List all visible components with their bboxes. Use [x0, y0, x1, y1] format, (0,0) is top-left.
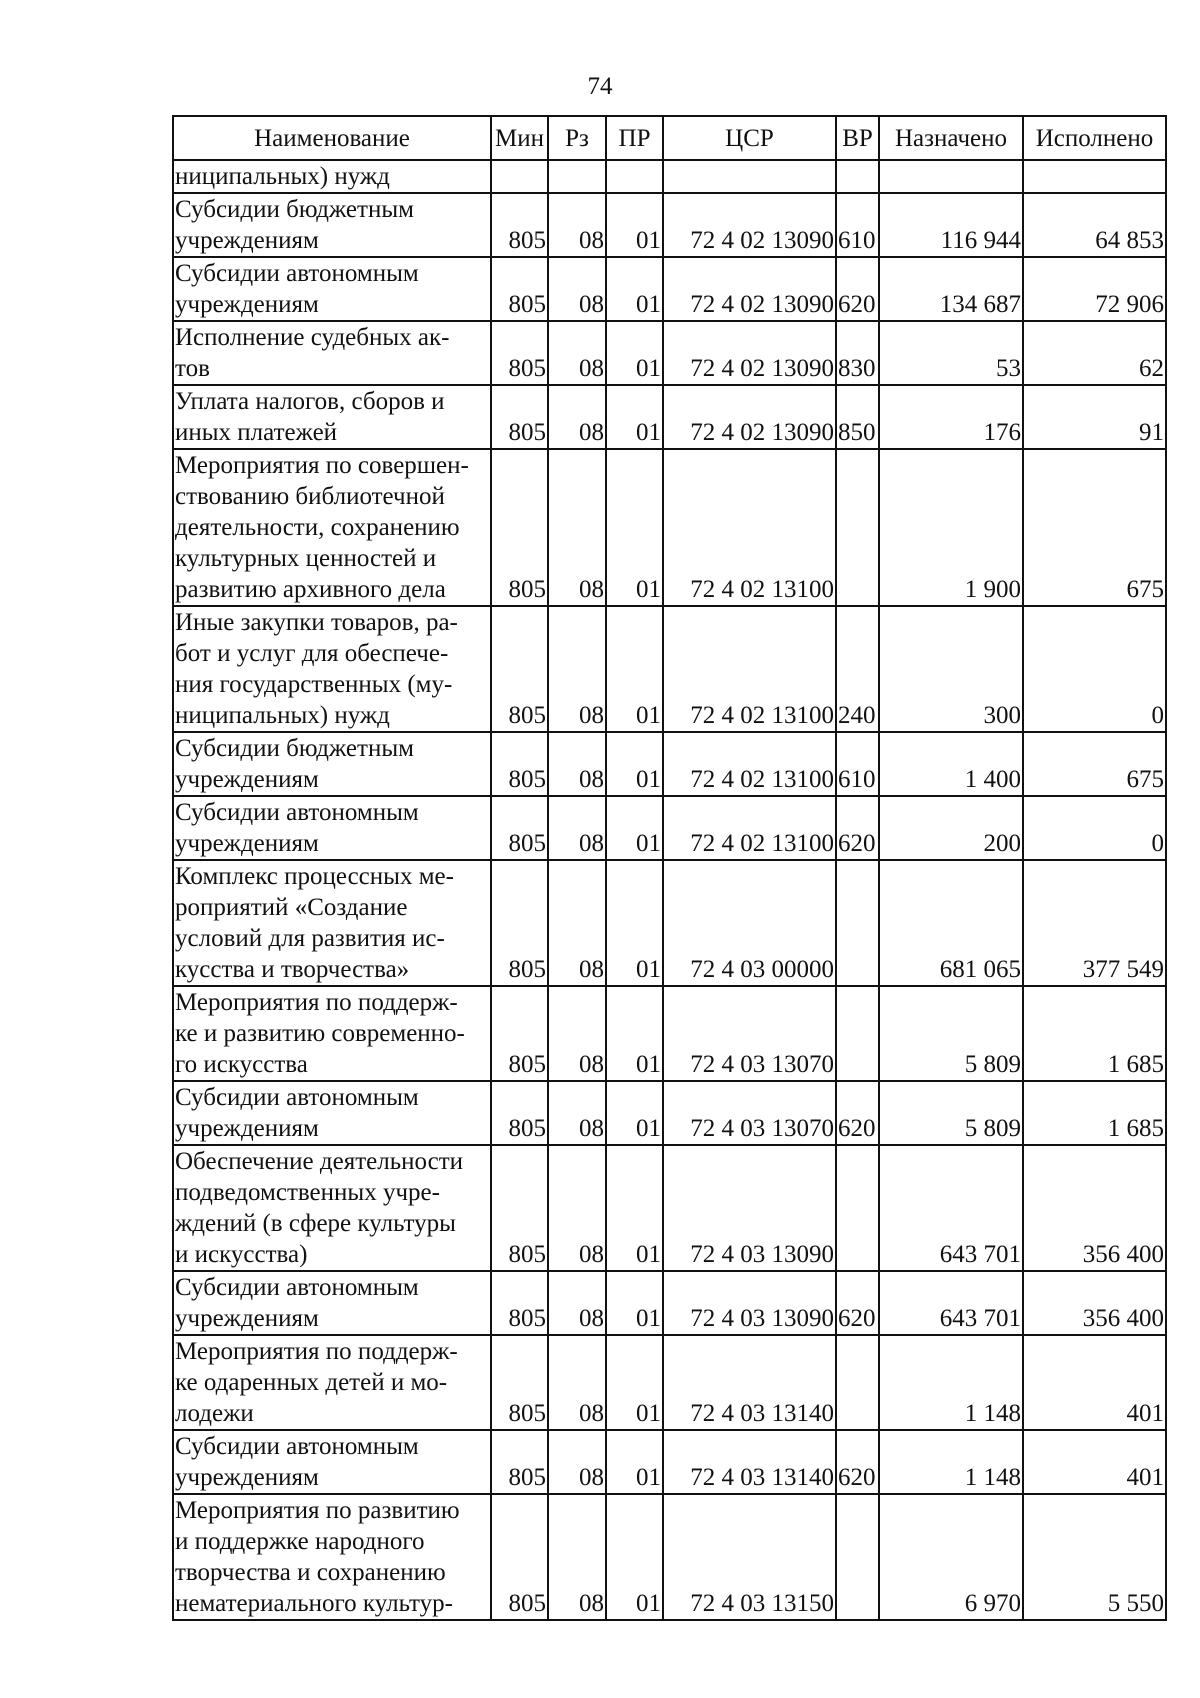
cell-assigned: 116 944 [879, 193, 1023, 257]
cell-pr: 01 [606, 257, 663, 321]
cell-pr: 01 [606, 732, 663, 796]
cell-executed: 62 [1023, 321, 1166, 385]
cell-vr [836, 1145, 879, 1271]
cell-name: Субсидии автономным учреждениям [173, 1081, 491, 1145]
cell-csr: 72 4 02 13100 [663, 732, 836, 796]
cell-executed: 0 [1023, 796, 1166, 860]
cell-pr: 01 [606, 1145, 663, 1271]
cell-executed: 356 400 [1023, 1271, 1166, 1335]
table-row [173, 193, 1166, 257]
table-row [173, 796, 1166, 860]
cell-rz: 08 [548, 1494, 606, 1620]
header-pr: ПР [606, 116, 663, 160]
page-number: 74 [587, 73, 613, 100]
cell-name: Уплата налогов, сборов и иных платежей [173, 385, 491, 449]
cell-pr: 01 [606, 321, 663, 385]
table-row [173, 257, 1166, 321]
cell-pr: 01 [606, 385, 663, 449]
cell-vr: 620 [836, 796, 879, 860]
table-row [173, 1145, 1166, 1271]
cell-name: Субсидии автономным учреждениям [173, 796, 491, 860]
cell-executed: 675 [1023, 449, 1166, 606]
cell-min: 805 [491, 1271, 548, 1335]
cell-executed: 401 [1023, 1335, 1166, 1430]
cell-csr: 72 4 03 13150 [663, 1494, 836, 1620]
table-row [173, 986, 1166, 1081]
cell-csr: 72 4 03 00000 [663, 860, 836, 986]
cell-executed: 64 853 [1023, 193, 1166, 257]
cell-csr: 72 4 02 13100 [663, 606, 836, 732]
cell-name: Субсидии бюджетным учреждениям [173, 732, 491, 796]
cell-assigned: 643 701 [879, 1271, 1023, 1335]
table-row [173, 449, 1166, 606]
table-row [173, 385, 1166, 449]
table-header-row [173, 116, 1166, 160]
cell-csr: 72 4 03 13140 [663, 1335, 836, 1430]
cell-rz: 08 [548, 732, 606, 796]
table-row [173, 321, 1166, 385]
cell-min: 805 [491, 860, 548, 986]
cell-vr: 620 [836, 1081, 879, 1145]
cell-name: Субсидии автономным учреждениям [173, 1271, 491, 1335]
cell-rz: 08 [548, 1145, 606, 1271]
cell-executed: 675 [1023, 732, 1166, 796]
cell-vr [836, 160, 879, 193]
cell-vr: 620 [836, 257, 879, 321]
cell-min: 805 [491, 193, 548, 257]
cell-name: Мероприятия по совершен- ствованию библиотечной деятельности, сохранению культурных ценностей и развитию архивного дела [173, 449, 491, 606]
table-row [173, 1271, 1166, 1335]
table-row [173, 1494, 1166, 1620]
cell-min: 805 [491, 986, 548, 1081]
cell-min: 805 [491, 1494, 548, 1620]
cell-min: 805 [491, 1081, 548, 1145]
cell-pr: 01 [606, 1271, 663, 1335]
cell-name: Обеспечение деятельности подведомственных учре- ждений (в сфере культуры и искусства) [173, 1145, 491, 1271]
cell-pr: 01 [606, 193, 663, 257]
header-vr: ВР [836, 116, 879, 160]
header-rz: Рз [548, 116, 606, 160]
cell-min: 805 [491, 385, 548, 449]
cell-pr: 01 [606, 1430, 663, 1494]
cell-min: 805 [491, 1335, 548, 1430]
cell-executed: 401 [1023, 1430, 1166, 1494]
cell-rz: 08 [548, 385, 606, 449]
cell-rz: 08 [548, 1430, 606, 1494]
cell-min: 805 [491, 606, 548, 732]
cell-pr [606, 160, 663, 193]
header-assigned: Назначено [879, 116, 1023, 160]
cell-executed: 356 400 [1023, 1145, 1166, 1271]
cell-executed: 1 685 [1023, 1081, 1166, 1145]
cell-assigned: 200 [879, 796, 1023, 860]
cell-rz: 08 [548, 321, 606, 385]
cell-min: 805 [491, 1430, 548, 1494]
header-min: Мин [491, 116, 548, 160]
cell-name: Субсидии автономным учреждениям [173, 1430, 491, 1494]
cell-assigned: 176 [879, 385, 1023, 449]
cell-assigned: 1 400 [879, 732, 1023, 796]
cell-rz: 08 [548, 986, 606, 1081]
cell-assigned: 1 900 [879, 449, 1023, 606]
cell-csr: 72 4 02 13090 [663, 321, 836, 385]
cell-min: 805 [491, 449, 548, 606]
cell-vr [836, 1335, 879, 1430]
cell-rz: 08 [548, 860, 606, 986]
table-row [173, 1081, 1166, 1145]
cell-min: 805 [491, 796, 548, 860]
cell-rz: 08 [548, 257, 606, 321]
cell-pr: 01 [606, 860, 663, 986]
cell-executed: 72 906 [1023, 257, 1166, 321]
cell-csr: 72 4 03 13070 [663, 986, 836, 1081]
cell-assigned: 5 809 [879, 1081, 1023, 1145]
cell-name: Комплекс процессных ме- роприятий «Создание условий для развития ис- кусства и творчества» [173, 860, 491, 986]
cell-assigned: 53 [879, 321, 1023, 385]
cell-assigned: 643 701 [879, 1145, 1023, 1271]
cell-name: Мероприятия по поддерж- ке и развитию современно- го искусства [173, 986, 491, 1081]
budget-table [172, 115, 1167, 1621]
cell-csr: 72 4 03 13090 [663, 1271, 836, 1335]
cell-pr: 01 [606, 1335, 663, 1430]
cell-assigned: 1 148 [879, 1335, 1023, 1430]
cell-assigned: 300 [879, 606, 1023, 732]
header-executed: Исполнено [1023, 116, 1166, 160]
cell-rz: 08 [548, 1335, 606, 1430]
cell-executed: 5 550 [1023, 1494, 1166, 1620]
cell-csr [663, 160, 836, 193]
cell-pr: 01 [606, 796, 663, 860]
cell-executed [1023, 160, 1166, 193]
cell-name: Субсидии бюджетным учреждениям [173, 193, 491, 257]
cell-vr: 610 [836, 193, 879, 257]
table-body [173, 160, 1166, 1620]
cell-csr: 72 4 02 13090 [663, 257, 836, 321]
cell-executed: 377 549 [1023, 860, 1166, 986]
cell-name: Иные закупки товаров, ра- бот и услуг для обеспече- ния государственных (му- ниципальных) нужд [173, 606, 491, 732]
cell-name: Мероприятия по поддерж- ке одаренных детей и мо- лодежи [173, 1335, 491, 1430]
cell-rz [548, 160, 606, 193]
cell-name: Субсидии автономным учреждениям [173, 257, 491, 321]
cell-vr: 850 [836, 385, 879, 449]
cell-vr [836, 449, 879, 606]
table-row [173, 732, 1166, 796]
cell-csr: 72 4 03 13070 [663, 1081, 836, 1145]
cell-name: Мероприятия по развитию и поддержке народного творчества и сохранению нематериального культур- [173, 1494, 491, 1620]
cell-vr: 830 [836, 321, 879, 385]
cell-pr: 01 [606, 1494, 663, 1620]
cell-pr: 01 [606, 1081, 663, 1145]
cell-min: 805 [491, 1145, 548, 1271]
cell-min [491, 160, 548, 193]
cell-csr: 72 4 02 13090 [663, 193, 836, 257]
cell-assigned: 5 809 [879, 986, 1023, 1081]
cell-csr: 72 4 03 13090 [663, 1145, 836, 1271]
cell-assigned: 6 970 [879, 1494, 1023, 1620]
header-csr: ЦСР [663, 116, 836, 160]
cell-vr: 240 [836, 606, 879, 732]
cell-vr [836, 986, 879, 1081]
cell-min: 805 [491, 732, 548, 796]
cell-rz: 08 [548, 796, 606, 860]
cell-csr: 72 4 02 13100 [663, 449, 836, 606]
cell-min: 805 [491, 257, 548, 321]
table-row [173, 160, 1166, 193]
cell-name: Исполнение судебных ак- тов [173, 321, 491, 385]
cell-executed: 0 [1023, 606, 1166, 732]
cell-assigned: 134 687 [879, 257, 1023, 321]
cell-rz: 08 [548, 449, 606, 606]
cell-executed: 91 [1023, 385, 1166, 449]
cell-vr [836, 860, 879, 986]
cell-csr: 72 4 02 13090 [663, 385, 836, 449]
cell-assigned: 681 065 [879, 860, 1023, 986]
table-row [173, 1430, 1166, 1494]
table-row [173, 860, 1166, 986]
cell-executed: 1 685 [1023, 986, 1166, 1081]
cell-name: ниципальных) нужд [173, 160, 491, 193]
cell-min: 805 [491, 321, 548, 385]
cell-pr: 01 [606, 606, 663, 732]
table-row [173, 1335, 1166, 1430]
cell-rz: 08 [548, 1271, 606, 1335]
cell-csr: 72 4 02 13100 [663, 796, 836, 860]
cell-rz: 08 [548, 606, 606, 732]
cell-pr: 01 [606, 986, 663, 1081]
header-name: Наименование [173, 116, 491, 160]
table-row [173, 606, 1166, 732]
cell-pr: 01 [606, 449, 663, 606]
cell-vr: 610 [836, 732, 879, 796]
cell-rz: 08 [548, 193, 606, 257]
cell-vr [836, 1494, 879, 1620]
cell-vr: 620 [836, 1430, 879, 1494]
cell-rz: 08 [548, 1081, 606, 1145]
cell-csr: 72 4 03 13140 [663, 1430, 836, 1494]
cell-vr: 620 [836, 1271, 879, 1335]
cell-assigned: 1 148 [879, 1430, 1023, 1494]
cell-assigned [879, 160, 1023, 193]
